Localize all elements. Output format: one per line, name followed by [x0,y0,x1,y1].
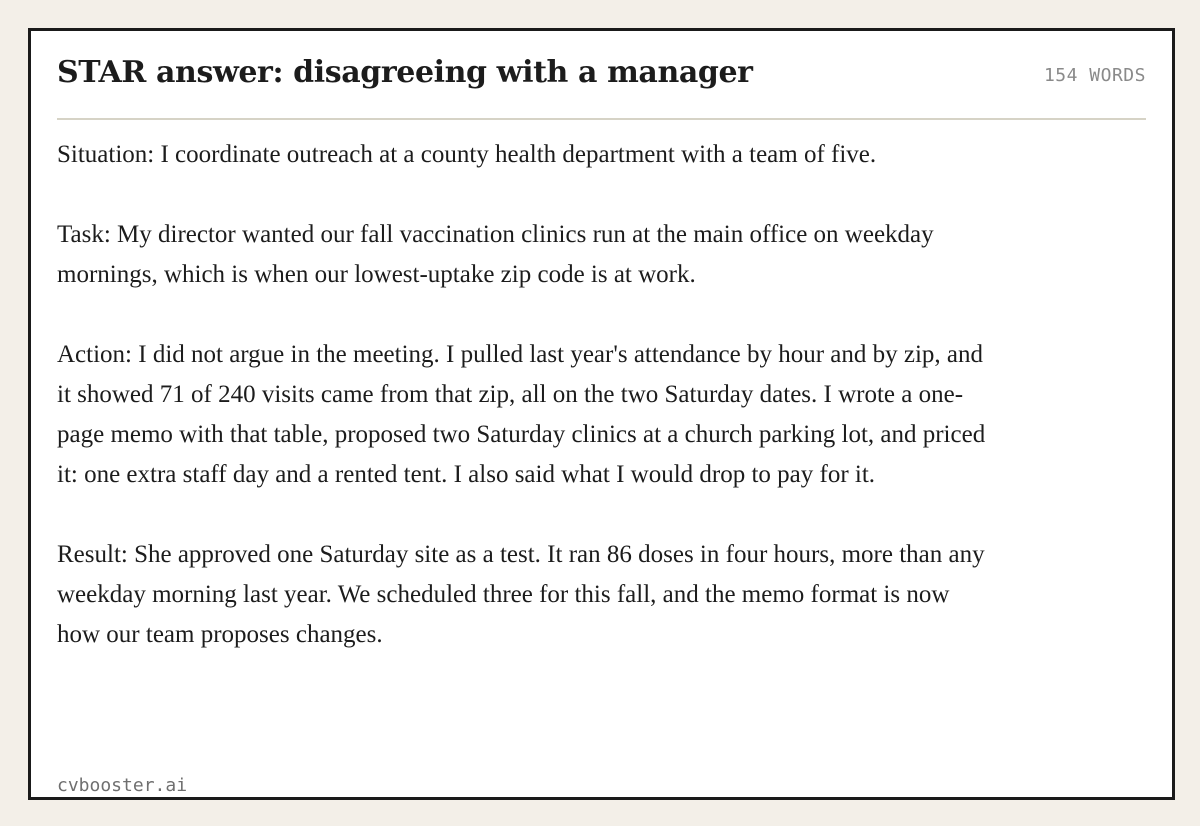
card-header [57,51,1146,120]
card-title: STAR answer: disagreeing with a manager [57,55,753,90]
result-paragraph: Result: She approved one Saturday site as a test. It ran 86 doses in four hours, more than any weekday morning last year. We scheduled three for this fall, and the memo format is now how our team proposes changes. [57,541,985,648]
situation-paragraph: Situation: I coordinate outreach at a county health department with a team of five. [57,141,877,168]
star-answer-card [28,28,1175,800]
task-paragraph: Task: My director wanted our fall vaccination clinics run at the main office on weekday mornings, which is when our lowest-uptake zip code is at work. [57,221,934,288]
word-count-label: 154 WORDS [1043,65,1146,86]
answer-body [57,135,992,655]
action-paragraph: Action: I did not argue in the meeting. I pulled last year's attendance by hour and by zip, and it showed 71 of 240 visits came from that zip, all on the two Saturday dates. I wrote a one-page memo with that table, proposed two Saturday clinics at a church parking lot, and priced it: one extra staff day and a rented tent. I also said what I would drop to pay for it. [57,341,986,488]
brand-footer: cvbooster.ai [57,775,188,796]
